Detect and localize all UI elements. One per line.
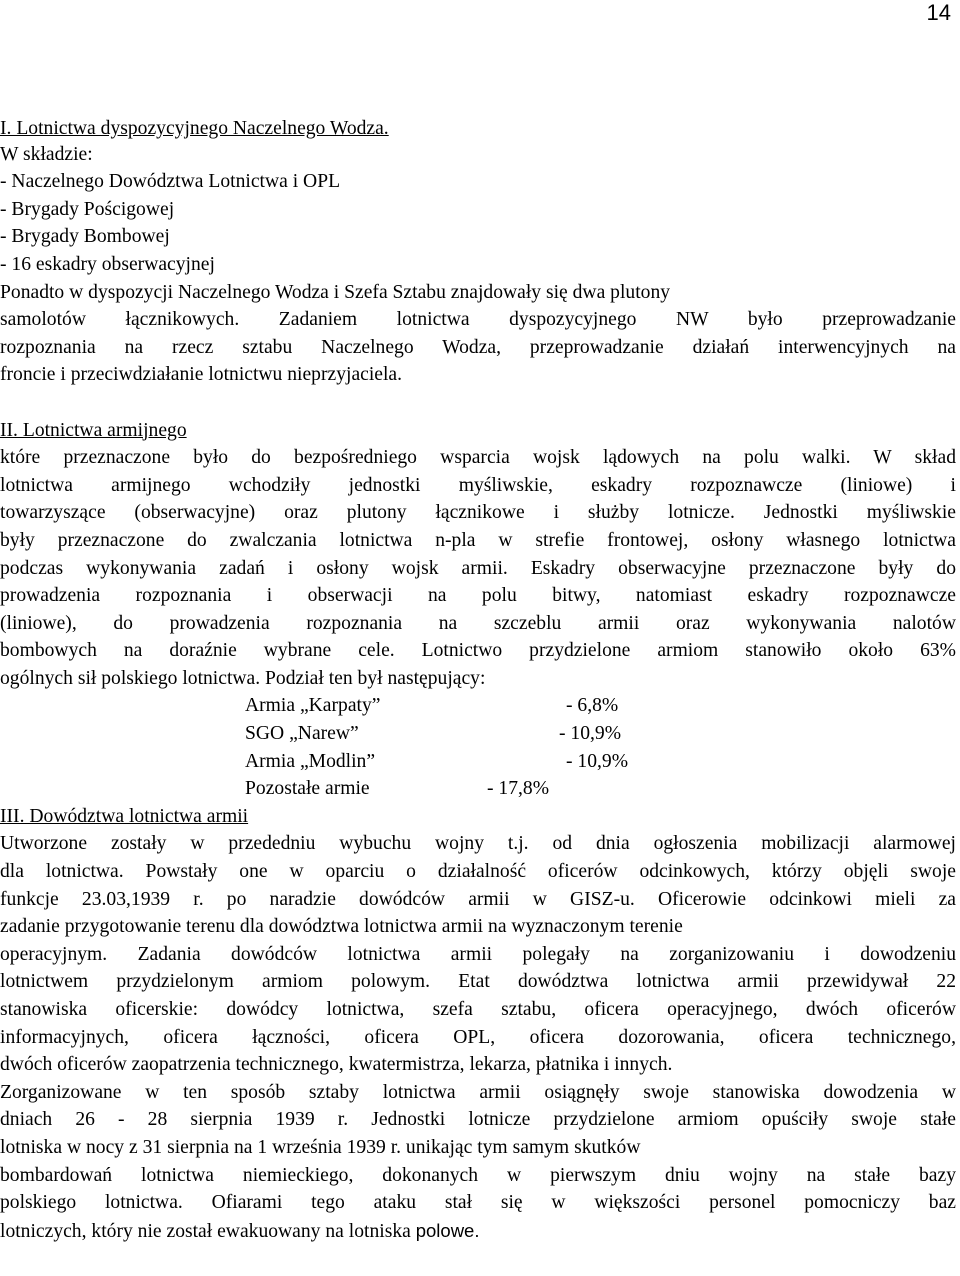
distribution-share: - 6,8% bbox=[566, 695, 619, 717]
distribution-row bbox=[0, 692, 956, 720]
distribution-row bbox=[0, 720, 956, 748]
paragraph-line: operacyjnym. Zadania dowódców lotnictwa armii polegały na zorganizowaniu i dowodzeniu bbox=[0, 943, 956, 965]
paragraph-line: dla lotnictwa. Powstały one w oparciu o działalność oficerów odcinkowych, którzy objęli swoje bbox=[0, 861, 956, 883]
page-number: 14 bbox=[926, 0, 951, 25]
paragraph-line: rozpoznania na rzecz sztabu Naczelnego Wodza, przeprowadzanie działań interwencyjnych na bbox=[0, 336, 956, 358]
paragraph-line: dniach 26 - 28 sierpnia 1939 r. Jednostki lotnicze przydzielone armiom opuściły swoje stałe bbox=[0, 1109, 956, 1131]
distribution-share: - 17,8% bbox=[487, 778, 550, 800]
distribution-share: - 10,9% bbox=[559, 723, 622, 745]
paragraph-line: bombowych na doraźnie wybrane cele. Lotnictwo przydzielone armiom stanowiło około 63% bbox=[0, 640, 956, 662]
list-item: - Brygady Pościgowej bbox=[0, 198, 175, 220]
paragraph-line: Ponadto w dyspozycji Naczelnego Wodza i Szefa Sztabu znajdowały się dwa plutony bbox=[0, 281, 671, 303]
paragraph-line: polskiego lotnictwa. Ofiarami tego ataku stał się w większości personel pomocniczy baz bbox=[0, 1192, 956, 1214]
paragraph-line: podczas wykonywania zadań i osłony wojsk armii. Eskadry obserwacyjne przeznaczone były do bbox=[0, 557, 956, 579]
distribution-name: Armia „Modlin” bbox=[245, 750, 376, 772]
last-word: polowe. bbox=[415, 1219, 480, 1241]
section-3-heading: III. Dowództwa lotnictwa armii bbox=[0, 805, 249, 827]
section-1-heading: I. Lotnictwa dyspozycyjnego Naczelnego Wodza. bbox=[0, 118, 389, 139]
paragraph-line: bombardowań lotnictwa niemieckiego, dokonanych w pierwszym dniu wojny na stałe bazy bbox=[0, 1164, 956, 1186]
paragraph-line: prowadzenia rozpoznania i obserwacji na polu bitwy, natomiast eskadry rozpoznawcze bbox=[0, 585, 956, 607]
paragraph-line: Zorganizowane w ten sposób sztaby lotnictwa armii osiągnęły swoje stanowiska dowodzenia w bbox=[0, 1081, 956, 1103]
distribution-share: - 10,9% bbox=[566, 750, 629, 772]
distribution-name: Armia „Karpaty” bbox=[245, 695, 381, 717]
distribution-name: Pozostałe armie bbox=[245, 778, 370, 800]
list-item: - Naczelnego Dowództwa Lotnictwa i OPL bbox=[0, 171, 341, 193]
paragraph-line: towarzyszące (obserwacyjne) oraz plutony łącznikowe i służby lotnicze. Jednostki myśliwskie bbox=[0, 502, 956, 524]
list-item: - Brygady Bombowej bbox=[0, 226, 170, 248]
composition-intro: W składzie: bbox=[0, 143, 93, 165]
paragraph-line: lotniska w nocy z 31 sierpnia na 1 września 1939 r. unikając tym samym skutków bbox=[0, 1136, 641, 1158]
paragraph-line: informacyjnych, oficera łączności, oficera OPL, oficera dozorowania, oficera technicznego, bbox=[0, 1026, 956, 1048]
paragraph-line: lotnictwa armijnego wchodziły jednostki myśliwskie, eskadry rozpoznawcze (liniowe) i bbox=[0, 474, 956, 496]
distribution-name: SGO „Narew” bbox=[245, 723, 359, 745]
list-item: - 16 eskadry obserwacyjnej bbox=[0, 253, 215, 275]
paragraph-line: Utworzone zostały w przededniu wybuchu wojny t.j. od dnia ogłoszenia mobilizacji alarmowej bbox=[0, 833, 956, 855]
spacer bbox=[0, 389, 956, 417]
paragraph-line: które przeznaczone było do bezpośredniego wsparcia wojsk lądowych na polu walki. W skład bbox=[0, 447, 956, 469]
paragraph-line: lotnictwem przydzielonym armiom polowym. Etat dowództwa lotnictwa armii przewidywał 22 bbox=[0, 971, 956, 993]
paragraph-line: ogólnych sił polskiego lotnictwa. Podział ten był następujący: bbox=[0, 667, 486, 689]
paragraph-line: były przeznaczone do zwalczania lotnictwa n-pla w strefie frontowej, osłony własnego lotnictwa bbox=[0, 529, 956, 551]
paragraph-line: froncie i przeciwdziałanie lotnictwu nieprzyjaciela. bbox=[0, 364, 403, 386]
distribution-row bbox=[0, 775, 956, 803]
paragraph-line: dwóch oficerów zaopatrzenia technicznego, kwatermistrza, lekarza, płatnika i innych. bbox=[0, 1054, 673, 1076]
paragraph-line: funkcje 23.03,1939 r. po naradzie dowódców armii w GISZ-u. Oficerowie odcinkowi mieli za bbox=[0, 888, 956, 910]
document-body bbox=[0, 115, 956, 1244]
distribution-row bbox=[0, 748, 956, 776]
paragraph-line: samolotów łącznikowych. Zadaniem lotnictwa dyspozycyjnego NW było przeprowadzanie bbox=[0, 309, 956, 331]
section-2-heading: II. Lotnictwa armijnego bbox=[0, 419, 187, 441]
paragraph-line: lotniczych, który nie został ewakuowany na lotniska polowe. bbox=[0, 1219, 480, 1242]
paragraph-line: stanowiska oficerskie: dowódcy lotnictwa, szefa sztabu, oficera operacyjnego, dwóch oficerów bbox=[0, 999, 956, 1020]
paragraph-line: zadanie przygotowanie terenu dla dowództwa lotnictwa armii na wyznaczonym terenie bbox=[0, 916, 683, 938]
paragraph-line: (liniowe), do prowadzenia rozpoznania na szczeblu armii oraz wykonywania nalotów bbox=[0, 612, 956, 634]
